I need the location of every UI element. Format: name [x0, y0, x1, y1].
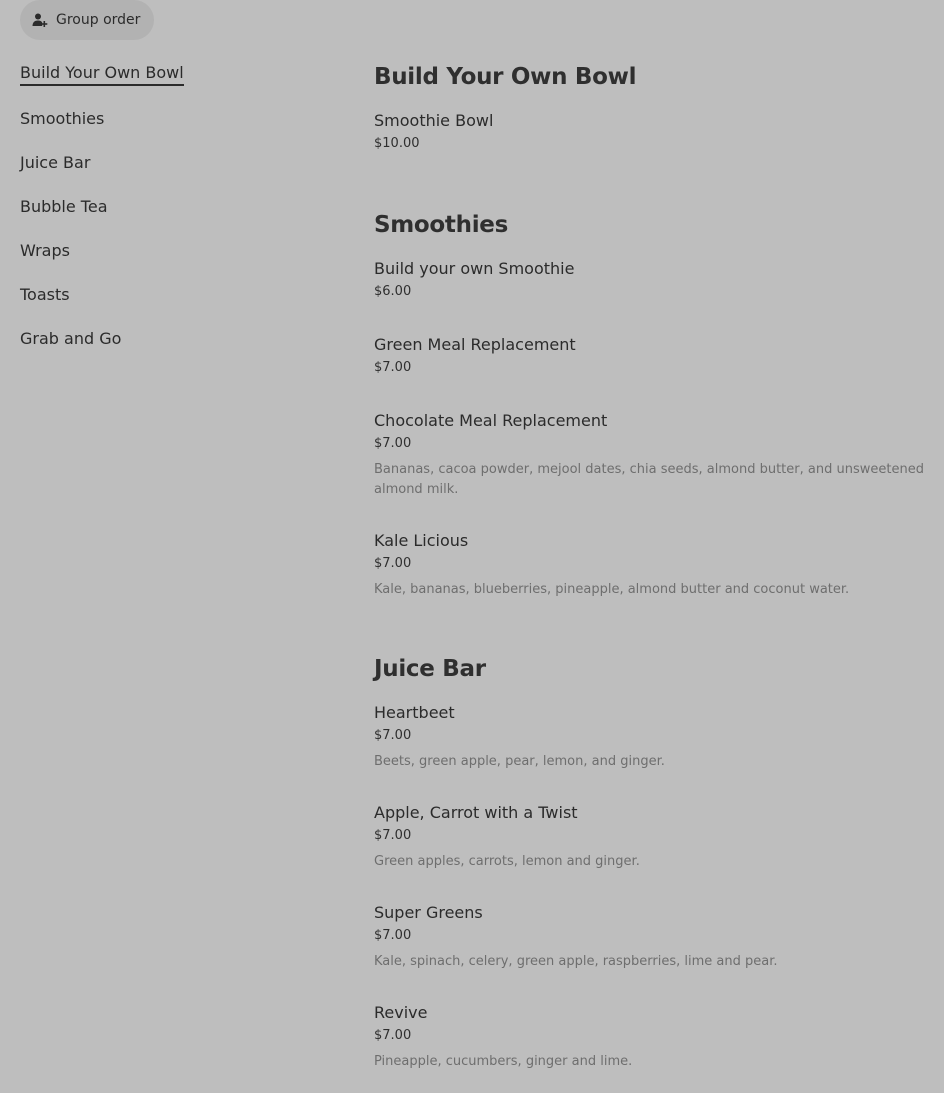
category-sidebar	[20, 62, 184, 372]
sidebar-item-wraps[interactable]: Wraps	[20, 241, 70, 260]
menu-item-price: $7.00	[374, 436, 412, 451]
sidebar-item-juice-bar[interactable]: Juice Bar	[20, 153, 91, 172]
add-person-icon	[32, 12, 48, 28]
menu-item-name: Kale Licious	[374, 531, 469, 550]
menu-item[interactable]	[374, 531, 924, 600]
menu-item-name: Super Greens	[374, 903, 483, 922]
menu-item-price: $7.00	[374, 928, 412, 943]
menu-item-price: $6.00	[374, 284, 412, 299]
section-title-build-your-own-bowl: Build Your Own Bowl	[374, 64, 637, 90]
menu-item[interactable]	[374, 1003, 924, 1072]
menu-item-price: $7.00	[374, 728, 412, 743]
sidebar-item-build-your-own-bowl[interactable]: Build Your Own Bowl	[20, 62, 184, 86]
menu-item-description: Beets, green apple, pear, lemon, and ginger.	[374, 754, 665, 769]
menu-item-description: Green apples, carrots, lemon and ginger.	[374, 854, 640, 869]
sidebar-item-bubble-tea[interactable]: Bubble Tea	[20, 197, 108, 216]
menu-item-name: Revive	[374, 1003, 428, 1022]
group-order-label: Group order	[56, 12, 141, 28]
menu-item-price: $10.00	[374, 136, 420, 151]
sidebar-item-toasts[interactable]: Toasts	[20, 285, 70, 304]
menu-item[interactable]	[374, 803, 924, 872]
menu-item-name: Chocolate Meal Replacement	[374, 411, 608, 430]
menu-item[interactable]	[374, 411, 924, 500]
menu-item[interactable]	[374, 111, 924, 152]
menu-item-description: Pineapple, cucumbers, ginger and lime.	[374, 1054, 633, 1069]
menu-item-name: Green Meal Replacement	[374, 335, 576, 354]
menu-item-name: Apple, Carrot with a Twist	[374, 803, 578, 822]
menu-item[interactable]	[374, 903, 924, 972]
menu-item-name: Heartbeet	[374, 703, 455, 722]
section-title-juice-bar: Juice Bar	[374, 656, 486, 682]
menu-item[interactable]	[374, 703, 924, 772]
menu-item-description: Kale, spinach, celery, green apple, raspberries, lime and pear.	[374, 954, 778, 969]
section-title-smoothies: Smoothies	[374, 212, 508, 238]
menu-item-price: $7.00	[374, 828, 412, 843]
menu-item[interactable]	[374, 259, 924, 300]
sidebar-item-smoothies[interactable]: Smoothies	[20, 109, 105, 128]
group-order-button[interactable]	[20, 0, 154, 40]
menu-item-description: Kale, bananas, blueberries, pineapple, almond butter and coconut water.	[374, 582, 850, 597]
menu-item-description: Bananas, cacoa powder, mejool dates, chia seeds, almond butter, and unsweetened almond milk.	[374, 462, 924, 497]
menu-item-name: Smoothie Bowl	[374, 111, 494, 130]
menu-item-price: $7.00	[374, 1028, 412, 1043]
menu-item-price: $7.00	[374, 556, 412, 571]
menu-item[interactable]	[374, 335, 924, 376]
sidebar-item-grab-and-go[interactable]: Grab and Go	[20, 329, 122, 348]
menu-item-price: $7.00	[374, 360, 412, 375]
menu-item-name: Build your own Smoothie	[374, 259, 575, 278]
